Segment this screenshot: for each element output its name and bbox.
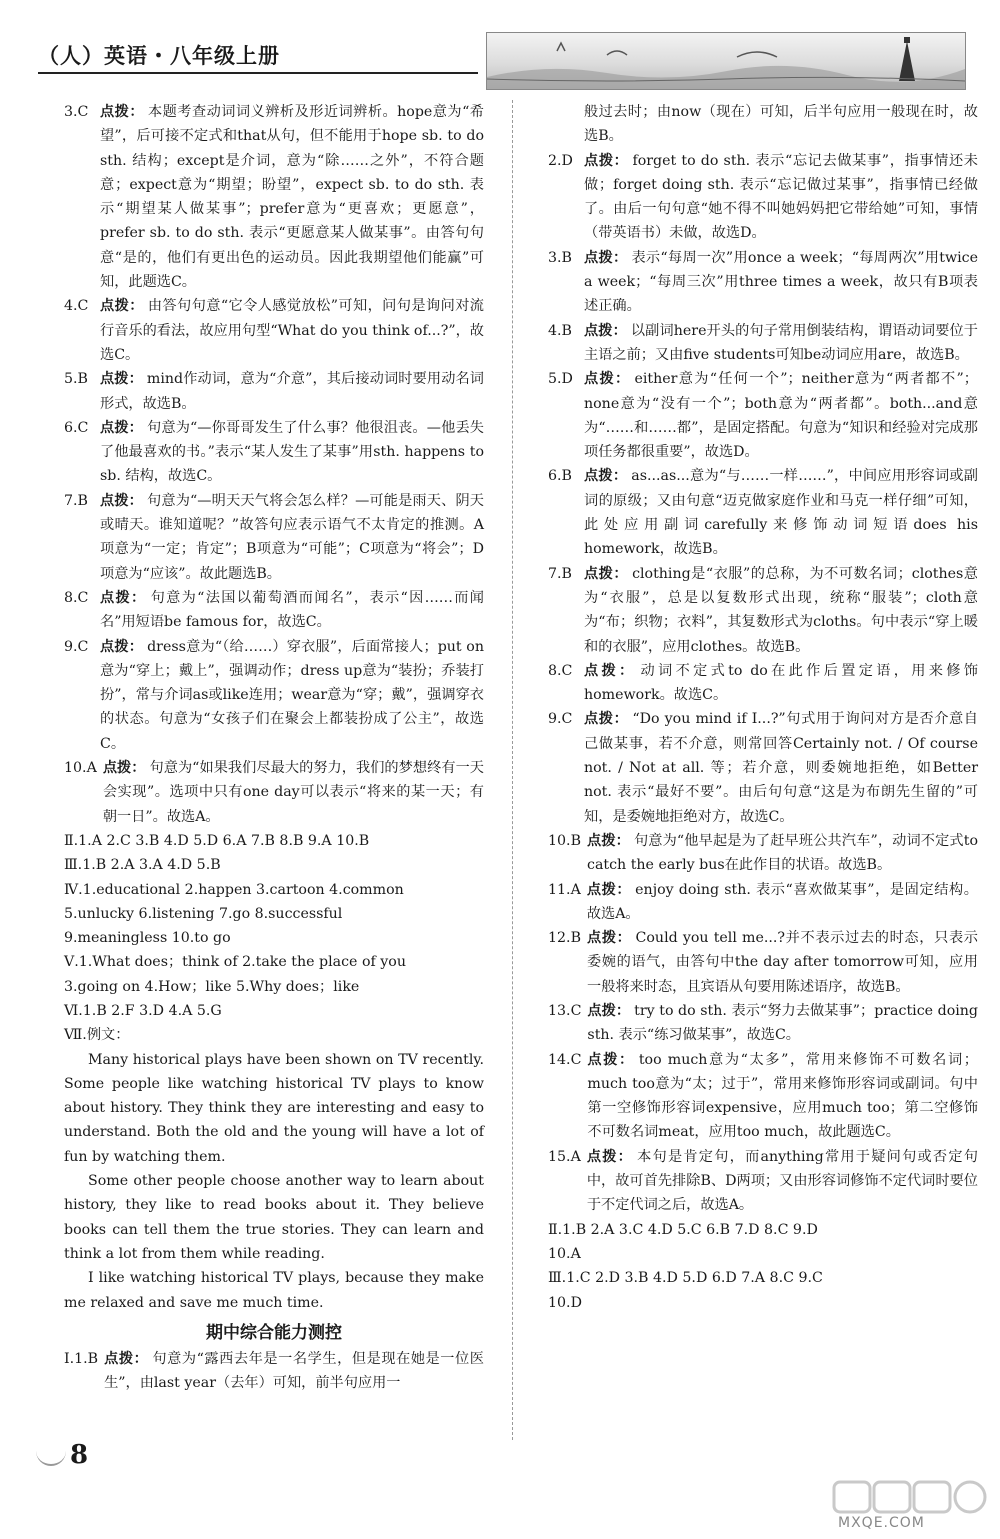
item-number: 9.C: [548, 711, 573, 728]
answer-item: [548, 659, 978, 708]
column-divider: [512, 100, 513, 1440]
item-explanation: [587, 1145, 978, 1218]
model-essay: [64, 1048, 484, 1315]
answer-item: [64, 489, 484, 586]
hint-text: 表示“每周一次”用once a week；“每周两次”用twice a week；“每周三次”用three times a week，故只有B项表述正确。: [584, 249, 978, 315]
answer-item: [64, 367, 484, 416]
hint-tag: 点拨：: [102, 760, 146, 777]
right-answer-key-lines: [548, 1218, 978, 1315]
answer-item: [64, 416, 484, 489]
hint-text: mind作动词，意为“介意”，其后接动词时要用动名词形式，故选B。: [100, 371, 484, 412]
answer-item: [548, 829, 978, 878]
answer-item: [548, 707, 978, 828]
item-number: 11.A: [548, 881, 581, 898]
item-number: 5.D: [548, 371, 573, 388]
answer-key-line: 3.going on 4.How；like 5.Why does；like: [64, 978, 360, 995]
item-number: 4.C: [64, 298, 89, 315]
hint-tag: 点拨：: [100, 419, 144, 436]
item-explanation: [584, 367, 978, 464]
left-column: [64, 100, 484, 1396]
hint-text: Could you tell me...?并不表示过去的时态，只表示委婉的语气，由答句中the day after tomorrow可知，应用一般将来时态，且宾语从句要用陈述语序，故选B。: [587, 930, 978, 995]
right-items: [548, 149, 978, 1218]
item-explanation: [587, 926, 978, 999]
answer-item: [548, 246, 978, 319]
hint-text: dress意为“（给……）穿衣服”，后面常接人；put on意为“穿上；戴上”，强调动作；dress up意为“装扮；乔装打扮”，常与介词as或like连用；wear意为“穿；戴”，强调穿衣的状态。句意为“女孩子们在聚会上都装扮成了公主”，故选C。: [100, 638, 484, 752]
answer-key-line: Ⅳ.1.educational 2.happen 3.cartoon 4.common: [64, 881, 404, 898]
item-number: 2.D: [548, 152, 573, 169]
watermark-text: MXQE.COM: [838, 1515, 925, 1531]
item-explanation: [104, 1347, 484, 1396]
hint-tag: 点拨：: [584, 662, 637, 679]
item-explanation: [100, 100, 484, 294]
essay-paragraph: Some other people choose another way to learn about history, they like to read books about it. They believe books can tell them the true stories. They can learn and think a lot from them while reading.: [64, 1173, 484, 1262]
item-explanation: [100, 586, 484, 635]
answer-item: [64, 294, 484, 367]
item-number: 12.B: [548, 930, 581, 947]
hint-text: 以副词here开头的句子常用倒装结构，谓语动词要位于主语之前；又由five students可知be动词应用are，故选B。: [584, 322, 978, 363]
hint-text: 本句是肯定句，而anything常用于疑问句或否定句中，故可首先排除B、D两项；又由形容词修饰不定代词时要位于不定代词之后，故选A。: [586, 1148, 978, 1214]
item-explanation: [587, 878, 978, 927]
item-number: 10.A: [64, 760, 97, 777]
item-number: 6.B: [548, 468, 572, 485]
hint-text: “Do you mind if I...?”句式用于询问对方是否介意自己做某事，若不介意，则常回答Certainly not. / Of course not. / Not at all. 等；若介意，则委婉地拒绝，如Better not. 表示“最好不要”。由后句句意“这是为布朗先生留的”可知，是委婉地拒绝对方，故选C。: [584, 711, 978, 825]
answer-item: [548, 878, 978, 927]
hint-text: clothing是“衣服”的总称，为不可数名词；clothes意为“衣服”，总是以复数形式出现，统称“服装”；cloth意为“布；织物；衣料”，其复数形式为cloths。句中表示“穿上暖和的衣服”，应用clothes。故选B。: [584, 565, 978, 655]
header-rule: [38, 72, 478, 74]
item-number: 8.C: [64, 589, 89, 606]
item-explanation: [100, 416, 484, 489]
hint-tag: 点拨：: [587, 1002, 631, 1019]
answer-item: [548, 319, 978, 368]
hint-tag: 点拨：: [100, 638, 144, 655]
answer-key-line: Ⅲ.1.B 2.A 3.A 4.D 5.B: [64, 857, 221, 874]
item-explanation: [587, 1048, 978, 1145]
item-number: 14.C: [548, 1051, 582, 1068]
hint-text: too much意为“太多”，常用来修饰不可数名词；much too意为“太；过于”，常用来修饰形容词或副词。句中第一空修饰形容词expensive，应用much too；第二空修饰不可数名词meat，应用too much，故此题选C。: [587, 1051, 978, 1141]
item-explanation: [100, 367, 484, 416]
item-explanation: [587, 829, 978, 878]
item-explanation: [100, 294, 484, 367]
answer-item: [64, 635, 484, 756]
item-number: Ⅰ.1.B: [64, 1351, 99, 1368]
hint-text: 句意为“如果我们尽最大的努力，我们的梦想终有一天会实现”。选项中只有one day可以表示“将来的某一天；有朝一日”。故选A。: [102, 760, 484, 825]
answer-item: [548, 999, 978, 1048]
item-explanation: [584, 562, 978, 659]
header-banner-image: [486, 32, 966, 90]
hint-text: try to do sth. 表示“努力去做某事”；practice doing sth. 表示“练习做某事”，故选C。: [587, 1002, 978, 1044]
hint-text: enjoy doing sth. 表示“喜欢做某事”，是固定结构。故选A。: [586, 881, 978, 922]
item-number: 6.C: [64, 419, 89, 436]
answer-item: [64, 756, 484, 829]
page-header: [38, 32, 963, 92]
hint-tag: 点拨：: [587, 832, 630, 849]
hint-text: 句意为“—你哥哥发生了什么事？他很沮丧。—他丢失了他最喜欢的书。”表示“某人发生了某事”用sth. happens to sb. 结构，故选C。: [100, 419, 484, 485]
item-number: 7.B: [64, 492, 88, 509]
section-title: 期中综合能力测控: [206, 1322, 342, 1343]
hint-tag: 点拨：: [104, 1351, 149, 1368]
hint-tag: 点拨：: [584, 468, 628, 485]
item-explanation: [103, 756, 484, 829]
answer-item: [64, 586, 484, 635]
answer-item: [548, 149, 978, 246]
item-explanation: [584, 246, 978, 319]
answer-item-continuation: [548, 100, 978, 149]
hint-text: 句意为“露西去年是一名学生，但是现在她是一位医生”，由last year（去年）可知，前半句应用一: [104, 1351, 484, 1392]
hint-text: 本题考查动词词义辨析及形近词辨析。hope意为“希望”，后可接不定式和that从句，但不能用于hope sb. to do sth. 结构；except是介词，意为“除……之外”，不符合题意；expect意为“期望；盼望”，expect sb. to do sth. 表示“期望某人做某事”；prefer意为“更喜欢；更愿意”，prefer sb. to do sth. 表示“更愿意某人做某事”。由答句句意“是的，他们有更出色的运动员。因此我期望他们能赢”可知，此题选C。: [100, 104, 484, 291]
item-explanation: [584, 149, 978, 246]
hint-text: either意为“任何一个”；neither意为“两者都不”；none意为“没有一个”；both意为“两者都”。both...and意为“……和……都”，是固定搭配。句意为“知识和经验对完成那项任务都很重要”，故选D。: [584, 371, 978, 461]
answer-item: [548, 464, 978, 561]
answer-key-line: Ⅲ.1.C 2.D 3.B 4.D 5.D 6.D 7.A 8.C 9.C: [548, 1270, 823, 1287]
hint-tag: 点拨：: [586, 881, 632, 898]
answer-key-line: Ⅱ.1.A 2.C 3.B 4.D 5.D 6.A 7.B 8.B 9.A 10.B: [64, 832, 370, 849]
item-explanation: [587, 999, 978, 1048]
item-explanation: [584, 319, 978, 368]
answer-key-line: 10.D: [548, 1294, 582, 1311]
hint-text: 动词不定式to do在此作后置定语，用来修饰homework。故选C。: [584, 662, 978, 704]
hint-tag: 点拨：: [100, 371, 143, 388]
answer-key-line: Ⅶ.例文：: [64, 1027, 130, 1044]
hint-tag: 点拨：: [587, 930, 632, 947]
essay-paragraph: Many historical plays have been shown on TV recently. Some people like watching historical TV plays to know about history. They think they are interesting and easy to understand. Both the old and the young will have a lot of fun by watching them.: [64, 1051, 484, 1165]
item-explanation: [584, 707, 978, 828]
answer-item: [548, 926, 978, 999]
hint-tag: 点拨：: [584, 565, 629, 582]
left-items: [64, 100, 484, 829]
answer-item: [548, 562, 978, 659]
hint-tag: 点拨：: [100, 492, 144, 509]
answer-key-line: 5.unlucky 6.listening 7.go 8.successful: [64, 905, 343, 922]
item-explanation: [584, 464, 978, 561]
hint-text: forget to do sth. 表示“忘记去做某事”，指事情还未做；forget doing sth. 表示“忘记做过某事”，指事情已经做了。由后一句句意“她不得不叫她妈妈把它带给她”可知，事情（带英语书）未做，故选D。: [584, 152, 978, 242]
answer-item: [64, 1347, 484, 1396]
hint-tag: 点拨：: [584, 322, 627, 339]
right-column: [548, 100, 978, 1315]
hint-text: 句意为“法国以葡萄酒而闻名”，表示“因……而闻名”用短语be famous for，故选C。: [100, 589, 484, 631]
item-number: 10.B: [548, 832, 581, 849]
hint-tag: 点拨：: [100, 298, 144, 315]
item-number: 4.B: [548, 322, 572, 339]
header-title: （人）英语・八年级上册: [38, 43, 280, 68]
item-number: 3.C: [64, 104, 89, 120]
item-explanation: [100, 635, 484, 756]
essay-paragraph: I like watching historical TV plays, because they make me relaxed and save me much time.: [64, 1270, 484, 1311]
item-number: 8.C: [548, 662, 573, 679]
answer-key-line: Ⅱ.1.B 2.A 3.C 4.D 5.C 6.B 7.D 8.C 9.D: [548, 1221, 818, 1238]
answer-item: [64, 100, 484, 294]
hint-tag: 点拨：: [584, 152, 629, 169]
hint-text: 句意为“—明天天气将会怎么样？—可能是雨天、阴天或晴天。谁知道呢？”故答句应表示语气不太肯定的推测。A项意为“一定；肯定”；B项意为“可能”；C项意为“将会”；D项意为“应该”。故此题选B。: [100, 492, 484, 582]
answer-key-line: Ⅵ.1.B 2.F 3.D 4.A 5.G: [64, 1002, 222, 1019]
hint-tag: 点拨：: [587, 1051, 635, 1068]
answer-key-line: Ⅴ.1.What does；think of 2.take the place of you: [64, 954, 406, 971]
hint-text: as...as...意为“与……一样……”，中间应用形容词或副词的原级；又由句意“迈克做家庭作业和马克一样仔细”可知，此处应用副词carefully来修饰动词短语does his homework，故选B。: [584, 468, 978, 558]
hint-text: 句意为“他早起是为了赶早班公共汽车”，动词不定式to catch the early bus在此作目的状语。故选B。: [587, 832, 978, 874]
page-number-ornament: [36, 1450, 66, 1466]
answer-item: [548, 367, 978, 464]
item-number: 15.A: [548, 1148, 581, 1165]
hint-tag: 点拨：: [584, 371, 631, 388]
answer-key-line: 10.A: [548, 1245, 581, 1262]
answer-item: [548, 1145, 978, 1218]
item-number: 3.B: [548, 249, 572, 266]
hint-tag: 点拨：: [584, 249, 628, 266]
item-explanation: [584, 659, 978, 708]
answer-key-lines: [64, 829, 484, 1048]
item-number: 9.C: [64, 638, 89, 655]
answer-item: [548, 1048, 978, 1145]
hint-tag: 点拨：: [584, 711, 629, 728]
item-number: 13.C: [548, 1002, 582, 1019]
skyline-illustration: [487, 33, 965, 89]
answer-key-line: 9.meaningless 10.to go: [64, 930, 231, 947]
hint-text: 由答句句意“它令人感觉放松”可知，问句是询问对流行音乐的看法，故应用句型“What do you think of...?”，故选C。: [100, 298, 484, 363]
hint-tag: 点拨：: [586, 1148, 634, 1165]
hint-tag: 点拨：: [100, 589, 147, 606]
item-number: 7.B: [548, 565, 572, 582]
continuation-text: 般过去时；由now（现在）可知，后半句应用一般现在时，故选B。: [584, 104, 978, 145]
hint-tag: 点拨：: [100, 104, 144, 120]
item-explanation: [100, 489, 484, 586]
item-number: 5.B: [64, 371, 88, 388]
page-number: 8: [70, 1440, 89, 1470]
